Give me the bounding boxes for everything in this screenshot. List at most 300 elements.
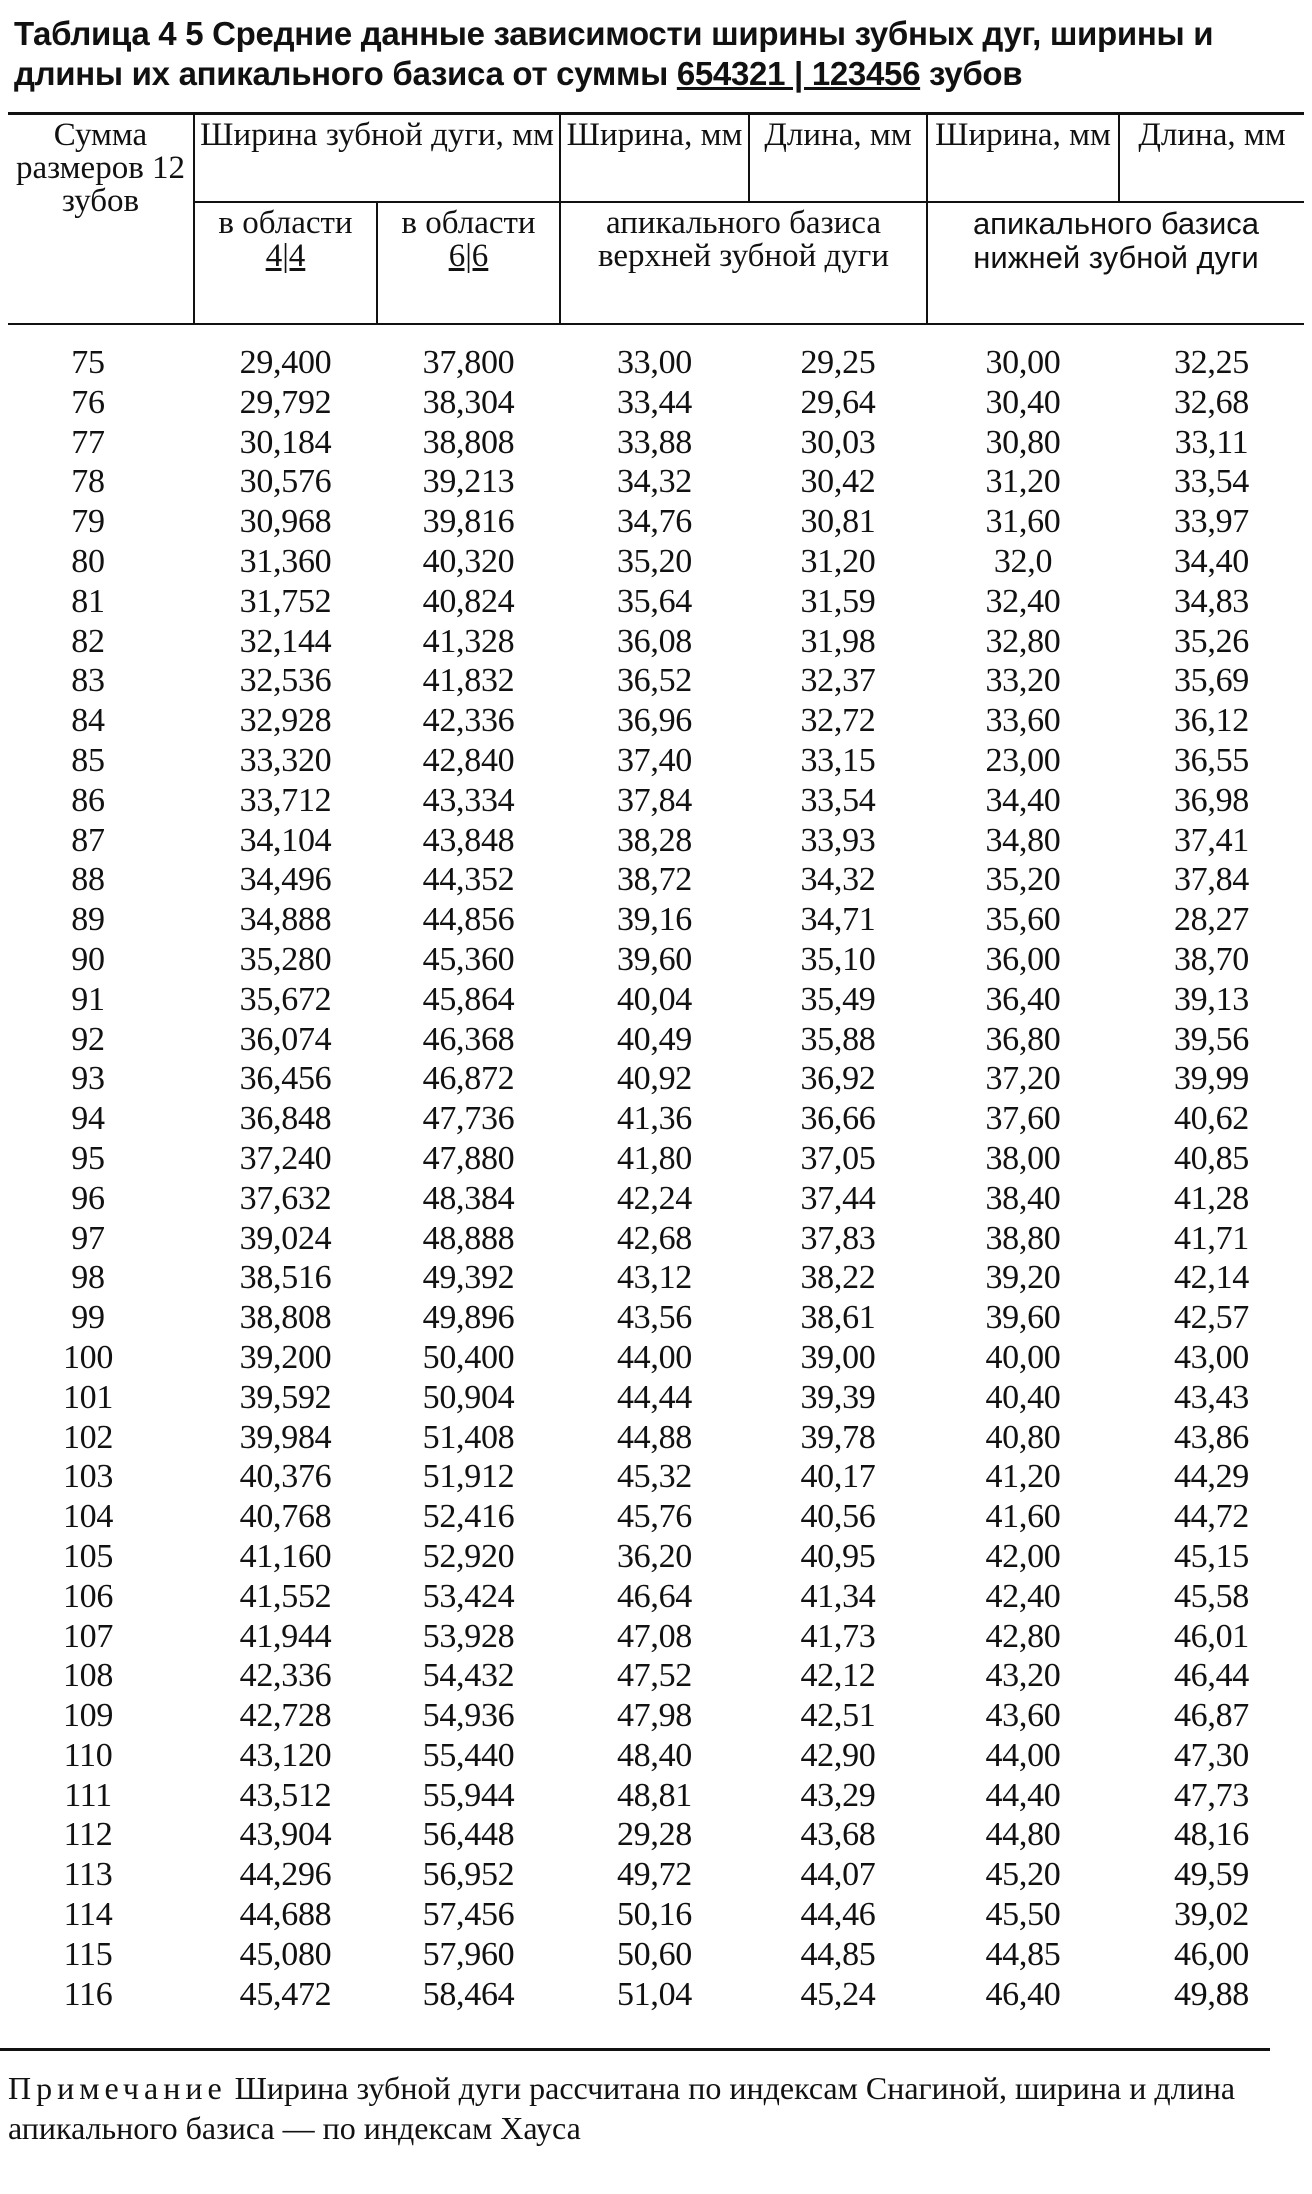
table-cell: 44,688 [239, 1896, 332, 1934]
table-cell: 44,72 [1173, 1498, 1249, 1536]
table-cell: 40,376 [239, 1458, 332, 1496]
table-cell: 37,240 [239, 1139, 332, 1177]
table-cell: 35,49 [800, 980, 876, 1018]
table-cell: 43,12 [616, 1259, 692, 1297]
table-cell: 35,20 [985, 861, 1061, 899]
table-row [8, 1895, 1304, 1935]
table-cell: 58,464 [422, 1975, 515, 2013]
header-sum: Сумма размеров 12 зубов [8, 114, 194, 325]
table-row [8, 1020, 1304, 1060]
table-cell: 39,200 [239, 1338, 332, 1376]
table-cell: 31,98 [800, 622, 876, 660]
table-cell: 110 [63, 1736, 113, 1774]
table-cell: 45,472 [239, 1975, 332, 2013]
table-cell: 40,95 [800, 1537, 876, 1575]
footnote [8, 2068, 1308, 2148]
table-cell: 41,20 [985, 1458, 1061, 1496]
table-cell: 45,864 [422, 980, 515, 1018]
table-cell: 42,40 [985, 1577, 1061, 1615]
table-cell: 41,944 [239, 1617, 332, 1655]
table-cell: 108 [62, 1657, 114, 1695]
table-cell: 91 [71, 980, 105, 1018]
table-cell: 32,928 [239, 702, 332, 740]
table-cell: 32,536 [239, 662, 332, 700]
area-44-teeth: 4|4 [265, 238, 306, 274]
table-cell: 44,88 [616, 1418, 692, 1456]
table-cell: 33,00 [616, 344, 692, 381]
table-row [8, 1457, 1304, 1497]
table-cell: 30,968 [239, 503, 332, 541]
table-cell: 44,352 [422, 861, 515, 899]
table-cell: 85 [71, 741, 105, 779]
table-cell: 92 [71, 1020, 105, 1058]
table-cell: 39,984 [239, 1418, 332, 1456]
arch-dimensions-table [8, 112, 1304, 2014]
table-cell: 40,768 [239, 1498, 332, 1536]
table-cell: 34,83 [1173, 582, 1249, 620]
table-cell: 39,16 [616, 901, 692, 939]
table-cell: 41,34 [800, 1577, 876, 1615]
table-cell: 43,904 [239, 1816, 332, 1854]
table-row [8, 1696, 1304, 1736]
header-upper-basis: апикального базиса верхней зубной дуги [560, 202, 927, 324]
table-cell: 52,920 [422, 1537, 515, 1575]
table-row [8, 1099, 1304, 1139]
table-cell: 38,40 [985, 1179, 1061, 1217]
header-arch-width: Ширина зубной дуги, мм [194, 114, 560, 203]
table-cell: 53,928 [422, 1617, 515, 1655]
header-row-2 [8, 202, 1304, 324]
table-cell: 37,20 [985, 1060, 1061, 1098]
table-cell: 32,40 [985, 582, 1061, 620]
table-cell: 41,60 [985, 1498, 1061, 1536]
table-row [8, 1378, 1304, 1418]
table-row [8, 1776, 1304, 1816]
table-cell: 36,848 [239, 1100, 332, 1138]
table-cell: 46,00 [1173, 1935, 1249, 1973]
table-cell: 43,848 [422, 821, 515, 859]
table-cell: 41,160 [239, 1537, 332, 1575]
table-cell: 35,69 [1173, 662, 1249, 700]
table-cell: 33,15 [800, 741, 876, 779]
table-row [8, 1179, 1304, 1219]
table-cell: 75 [71, 344, 105, 381]
table-cell: 42,00 [985, 1537, 1061, 1575]
table-row [8, 980, 1304, 1020]
table-cell: 42,336 [239, 1657, 332, 1695]
table-cell: 43,334 [422, 781, 515, 819]
table-cell: 44,00 [985, 1736, 1061, 1774]
table-cell: 33,11 [1174, 423, 1249, 461]
table-cell: 46,44 [1173, 1657, 1249, 1695]
table-cell: 45,50 [985, 1896, 1061, 1934]
table-cell: 37,83 [800, 1219, 876, 1257]
table-cell: 76 [71, 383, 105, 421]
table-cell: 46,01 [1173, 1617, 1249, 1655]
area-66-teeth: 6|6 [448, 238, 489, 274]
header-upper-length [749, 114, 927, 203]
table-cell: 56,448 [422, 1816, 515, 1854]
table-cell: 33,44 [616, 383, 692, 421]
table-cell: 45,15 [1173, 1537, 1249, 1575]
table-cell: 34,32 [616, 463, 692, 501]
table-cell: 32,25 [1173, 344, 1249, 381]
table-cell: 44,00 [616, 1338, 692, 1376]
table-cell: 34,888 [239, 901, 332, 939]
table-cell: 32,37 [800, 662, 876, 700]
table-cell: 40,40 [985, 1378, 1061, 1416]
table-cell: 36,66 [800, 1100, 876, 1138]
table-cell: 57,960 [422, 1935, 515, 1973]
table-cell: 32,68 [1173, 383, 1249, 421]
table-cell: 82 [71, 622, 105, 660]
table-cell: 37,84 [616, 781, 692, 819]
table-cell: 35,64 [616, 582, 692, 620]
table-cell: 51,04 [616, 1975, 692, 2013]
table-cell: 95 [71, 1139, 105, 1177]
table-cell: 43,120 [239, 1736, 332, 1774]
table-cell: 51,408 [422, 1418, 515, 1456]
table-cell: 38,61 [800, 1299, 876, 1337]
table-cell: 43,512 [239, 1776, 332, 1814]
table-cell: 38,808 [422, 423, 515, 461]
table-cell: 51,912 [422, 1458, 515, 1496]
table-row [8, 1537, 1304, 1577]
table-cell: 38,80 [985, 1219, 1061, 1257]
header-row-1 [8, 114, 1304, 203]
table-cell: 39,20 [985, 1259, 1061, 1297]
table-row [8, 1577, 1304, 1617]
table-row [8, 741, 1304, 781]
table-cell: 36,52 [616, 662, 692, 700]
table-cell: 36,456 [239, 1060, 332, 1098]
table-cell: 50,16 [616, 1896, 692, 1934]
table-cell: 47,73 [1173, 1776, 1249, 1814]
table-cell: 43,86 [1173, 1418, 1249, 1456]
title-suffix: зубов [920, 55, 1023, 92]
table-cell: 45,24 [800, 1975, 876, 2013]
table-cell: 48,888 [422, 1219, 515, 1257]
table-row [8, 1338, 1304, 1378]
table-cell: 39,60 [985, 1299, 1061, 1337]
table-cell: 41,36 [616, 1100, 692, 1138]
table-cell: 39,60 [616, 940, 692, 978]
table-cell: 29,792 [239, 383, 332, 421]
table-cell: 34,104 [239, 821, 332, 859]
table-cell: 47,98 [616, 1697, 692, 1735]
table-cell: 32,80 [985, 622, 1061, 660]
table-cell: 43,60 [985, 1697, 1061, 1735]
table-cell: 36,98 [1173, 781, 1249, 819]
table-cell: 39,592 [239, 1378, 332, 1416]
table-row [8, 661, 1304, 701]
table-cell: 42,80 [985, 1617, 1061, 1655]
table-cell: 41,80 [616, 1139, 692, 1177]
table-cell: 46,872 [422, 1060, 515, 1098]
table-row [8, 821, 1304, 861]
table-cell: 40,92 [616, 1060, 692, 1098]
table-cell: 40,320 [422, 542, 515, 580]
table-cell: 42,336 [422, 702, 515, 740]
table-cell: 39,213 [422, 463, 515, 501]
table-cell: 46,87 [1173, 1697, 1249, 1735]
tooth-formula: 654321 | 123456 [676, 55, 921, 92]
table-cell: 38,28 [616, 821, 692, 859]
table-cell: 41,832 [422, 662, 515, 700]
table-cell: 56,952 [422, 1856, 515, 1894]
table-cell: 50,904 [422, 1378, 515, 1416]
table-cell: 30,576 [239, 463, 332, 501]
table-cell: 45,20 [985, 1856, 1061, 1894]
table-cell: 100 [62, 1338, 114, 1376]
table-cell: 52,416 [422, 1498, 515, 1536]
table-cell: 37,60 [985, 1100, 1061, 1138]
table-row [8, 860, 1304, 900]
table-cell: 39,13 [1173, 980, 1249, 1018]
table-cell: 55,944 [422, 1776, 515, 1814]
footnote-text: Ширина зубной дуги рассчитана по индексам Снагиной, ширина и длина апикального базиса — по индексам Хауса [8, 2070, 1236, 2146]
table-cell: 55,440 [422, 1736, 515, 1774]
table-cell: 36,12 [1173, 702, 1249, 740]
table-cell: 42,90 [800, 1736, 876, 1774]
header-lower-length-label: Длина, мм [1138, 117, 1286, 153]
table-cell: 46,64 [616, 1577, 692, 1615]
table-cell: 49,392 [422, 1259, 515, 1297]
table-cell: 34,76 [616, 503, 692, 541]
table-cell: 49,896 [422, 1299, 515, 1337]
table-cell: 33,320 [239, 741, 332, 779]
table-cell: 33,712 [239, 781, 332, 819]
table-cell: 35,672 [239, 980, 332, 1018]
table-cell: 40,04 [616, 980, 692, 1018]
table-cell: 80 [71, 542, 105, 580]
table-cell: 33,93 [800, 821, 876, 859]
table-cell: 107 [62, 1617, 114, 1655]
table-cell: 34,40 [985, 781, 1061, 819]
table-cell: 42,12 [800, 1657, 876, 1695]
table-cell: 99 [71, 1299, 105, 1337]
table-cell: 33,20 [985, 662, 1061, 700]
table-cell: 49,72 [616, 1856, 692, 1894]
table-cell: 30,00 [985, 344, 1061, 381]
table-cell: 30,80 [985, 423, 1061, 461]
table-cell: 109 [62, 1697, 114, 1735]
header-upper-width-label: Ширина, мм [566, 117, 743, 153]
table-cell: 32,0 [993, 542, 1053, 580]
table-cell: 81 [71, 582, 105, 620]
table-row [8, 502, 1304, 542]
table-cell: 31,20 [800, 542, 876, 580]
table-cell: 43,29 [800, 1776, 876, 1814]
table-cell: 31,20 [985, 463, 1061, 501]
table-cell: 44,856 [422, 901, 515, 939]
table-cell: 44,07 [800, 1856, 876, 1894]
header-lower-basis: апикального базиса нижней зубной дуги [927, 202, 1304, 324]
table-cell: 105 [62, 1537, 114, 1575]
table-cell: 89 [71, 901, 105, 939]
header-lower-length [1119, 114, 1304, 203]
table-cell: 101 [62, 1378, 114, 1416]
table-cell: 35,280 [239, 940, 332, 978]
table-cell: 39,00 [800, 1338, 876, 1376]
table-cell: 102 [62, 1418, 114, 1456]
table-cell: 31,752 [239, 582, 332, 620]
table-cell: 35,88 [800, 1020, 876, 1058]
table-cell: 43,68 [800, 1816, 876, 1854]
table-cell: 38,516 [239, 1259, 332, 1297]
table-cell: 44,85 [800, 1935, 876, 1973]
table-cell: 45,360 [422, 940, 515, 978]
table-cell: 39,99 [1173, 1060, 1249, 1098]
table-cell: 31,360 [239, 542, 332, 580]
table-row [8, 423, 1304, 463]
table-cell: 46,40 [985, 1975, 1061, 2013]
table-cell: 54,432 [422, 1657, 515, 1695]
table-cell: 40,00 [985, 1338, 1061, 1376]
table-cell: 47,08 [616, 1617, 692, 1655]
table-cell: 34,32 [800, 861, 876, 899]
table-cell: 50,60 [616, 1935, 692, 1973]
table-cell: 35,20 [616, 542, 692, 580]
table-cell: 31,59 [800, 582, 876, 620]
table-cell: 40,824 [422, 582, 515, 620]
table-row [8, 701, 1304, 741]
table-cell: 84 [71, 702, 105, 740]
table-cell: 43,43 [1173, 1378, 1249, 1416]
table-cell: 39,816 [422, 503, 515, 541]
table-cell: 86 [71, 781, 105, 819]
table-row [8, 1298, 1304, 1338]
table-cell: 45,58 [1173, 1577, 1249, 1615]
table-row [8, 1059, 1304, 1099]
table-row [8, 343, 1304, 383]
table-cell: 39,024 [239, 1219, 332, 1257]
table-cell: 36,08 [616, 622, 692, 660]
table-row [8, 1219, 1304, 1259]
footnote-label: Примечание [8, 2070, 227, 2106]
table-cell: 43,20 [985, 1657, 1061, 1695]
table-cell: 47,30 [1173, 1736, 1249, 1774]
table-cell: 111 [64, 1776, 112, 1814]
table-cell: 112 [63, 1816, 113, 1854]
table-cell: 35,26 [1173, 622, 1249, 660]
table-cell: 47,736 [422, 1100, 515, 1138]
table-cell: 36,55 [1173, 741, 1249, 779]
table-cell: 38,70 [1173, 940, 1249, 978]
table-cell: 36,20 [616, 1537, 692, 1575]
table-row [8, 1617, 1304, 1657]
table-cell: 40,17 [800, 1458, 876, 1496]
table-cell: 38,808 [239, 1299, 332, 1337]
table-cell: 48,16 [1173, 1816, 1249, 1854]
table-cell: 96 [71, 1179, 105, 1217]
table-cell: 43,56 [616, 1299, 692, 1337]
table-cell: 30,03 [800, 423, 876, 461]
table-cell: 37,41 [1173, 821, 1249, 859]
table-cell: 28,27 [1173, 901, 1249, 939]
table-cell: 47,880 [422, 1139, 515, 1177]
table-row [8, 542, 1304, 582]
table-cell: 45,32 [616, 1458, 692, 1496]
table-cell: 30,81 [800, 503, 876, 541]
table-cell: 42,840 [422, 741, 515, 779]
table-cell: 40,62 [1173, 1100, 1249, 1138]
table-cell: 32,72 [800, 702, 876, 740]
header-upper-length-label: Длина, мм [764, 117, 912, 153]
table-cell: 33,54 [1173, 463, 1249, 501]
header-area-66 [377, 202, 560, 324]
table-cell: 36,00 [985, 940, 1061, 978]
table-row [8, 383, 1304, 423]
table-cell: 41,552 [239, 1577, 332, 1615]
table-cell: 78 [71, 463, 105, 501]
area-44-prefix: в области [218, 205, 353, 241]
table-row [8, 781, 1304, 821]
table-cell: 33,54 [800, 781, 876, 819]
table-cell: 46,368 [422, 1020, 515, 1058]
table-cell: 33,97 [1173, 503, 1249, 541]
table-cell: 42,728 [239, 1697, 332, 1735]
table-cell: 114 [63, 1896, 113, 1934]
header-area-44 [194, 202, 377, 324]
table-row [8, 1736, 1304, 1776]
table-cell: 41,73 [800, 1617, 876, 1655]
table-cell: 77 [71, 423, 105, 461]
table-cell: 44,80 [985, 1816, 1061, 1854]
table-cell: 36,074 [239, 1020, 332, 1058]
table-cell: 44,44 [616, 1378, 692, 1416]
table-row [8, 1935, 1304, 1975]
title-prefix: Таблица 4 5 Средние данные зависимости ширины зубных дуг, ширины и длины их апикального базиса от суммы [14, 15, 1214, 92]
table-cell: 33,88 [616, 423, 692, 461]
table-cell: 44,46 [800, 1896, 876, 1934]
table-cell: 50,400 [422, 1338, 515, 1376]
table-cell: 37,84 [1173, 861, 1249, 899]
table-cell: 113 [63, 1856, 113, 1894]
table-cell: 43,00 [1173, 1338, 1249, 1376]
table-cell: 48,40 [616, 1736, 692, 1774]
table-cell: 54,936 [422, 1697, 515, 1735]
table-row [8, 622, 1304, 662]
table-cell: 38,00 [985, 1139, 1061, 1177]
table-cell: 49,59 [1173, 1856, 1249, 1894]
table-cell: 42,14 [1173, 1259, 1249, 1297]
table-row [8, 940, 1304, 980]
table-cell: 39,78 [800, 1418, 876, 1456]
table-cell: 103 [62, 1458, 114, 1496]
table-cell: 36,40 [985, 980, 1061, 1018]
table-cell: 37,05 [800, 1139, 876, 1177]
table-row [8, 1139, 1304, 1179]
table-cell: 34,71 [800, 901, 876, 939]
header-lower-width [927, 114, 1119, 203]
table-cell: 34,40 [1173, 542, 1249, 580]
table-cell: 40,85 [1173, 1139, 1249, 1177]
table-cell: 87 [71, 821, 105, 859]
table-cell: 30,42 [800, 463, 876, 501]
table-row [8, 1975, 1304, 2015]
table-cell: 41,328 [422, 622, 515, 660]
table-cell: 33,60 [985, 702, 1061, 740]
table-cell: 93 [71, 1060, 105, 1098]
table-row [8, 1656, 1304, 1696]
table-cell: 88 [71, 861, 105, 899]
table-cell: 48,384 [422, 1179, 515, 1217]
table-cell: 34,80 [985, 821, 1061, 859]
table-row [8, 1418, 1304, 1458]
table-row [8, 582, 1304, 622]
table-cell: 39,56 [1173, 1020, 1249, 1058]
